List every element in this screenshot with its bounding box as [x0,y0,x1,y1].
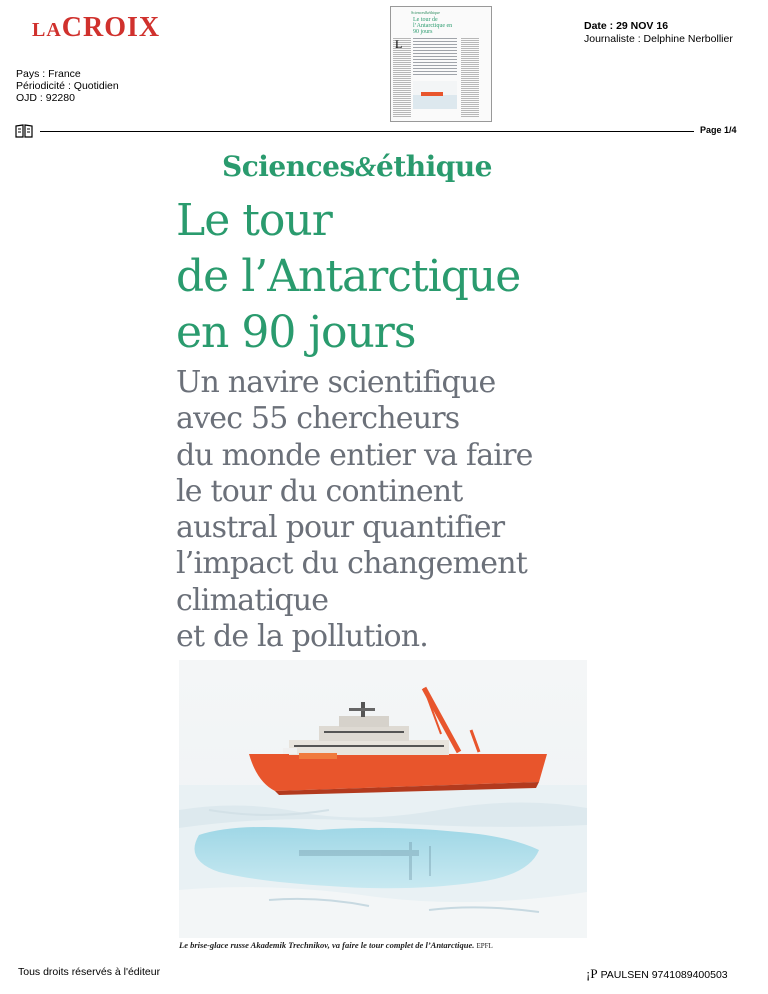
paulsen-logo-icon: ¡P [586,966,598,981]
deck-line: et de la pollution. [176,619,429,655]
periodicity: Périodicité : Quotidien [16,80,119,92]
section-title-ethique: éthique [376,150,492,183]
deck-line: avec 55 chercheurs [176,401,460,437]
header-divider [40,131,694,132]
thumbnail-deck [413,37,457,77]
book-icon [15,124,33,138]
headline-line: en 90 jours [176,307,416,358]
rights-notice: Tous droits réservés à l'éditeur [18,966,161,978]
headline [176,193,596,361]
deck-line: du monde entier va faire [176,437,533,473]
thumbnail-section-label: Sciences&éthique [411,10,440,15]
document-code [586,966,728,982]
section-title [222,150,492,184]
deck-line: l’impact du changement [176,546,527,582]
thumbnail-column [461,37,479,117]
deck-line: le tour du continent [176,473,463,509]
deck-line: austral pour quantifier [176,510,505,546]
thumbnail-ship [421,92,443,96]
publication-date: Date : 29 NOV 16 [584,20,669,32]
country: Pays : France [16,68,81,80]
photo-credit: EPFL [476,942,493,950]
photo-caption [179,940,493,950]
ship-photo [179,660,587,938]
page-thumbnail [390,6,492,122]
page-number: Page 1/4 [700,125,737,135]
newspaper-logo [32,12,160,44]
logo-croix: CROIX [61,12,161,43]
thumbnail-headline: Le tour de l’Antarctique en 90 jours [413,17,453,35]
deck-line: Un navire scientifique [176,365,496,400]
document-code-text: PAULSEN 9741089400503 [600,969,728,981]
article-deck [176,365,596,655]
section-title-ampersand: & [354,152,376,183]
headline-line: de l’Antarctique [176,251,521,302]
ojd: OJD : 92280 [16,92,75,104]
thumbnail-dropcap: L [395,37,403,51]
logo-la: LA [32,19,62,41]
article-metadata [584,20,733,46]
icebreaker-illustration [179,660,587,938]
caption-text: Le brise-glace russe Akademik Trechnikov, va faire le tour complet de l’Antarctique. [179,940,475,950]
headline-line: Le tour [176,195,332,246]
publication-metadata [16,68,119,104]
journalist: Journaliste : Delphine Nerbollier [584,33,733,45]
section-title-sciences: Sciences [222,150,355,183]
deck-line: climatique [176,582,329,618]
